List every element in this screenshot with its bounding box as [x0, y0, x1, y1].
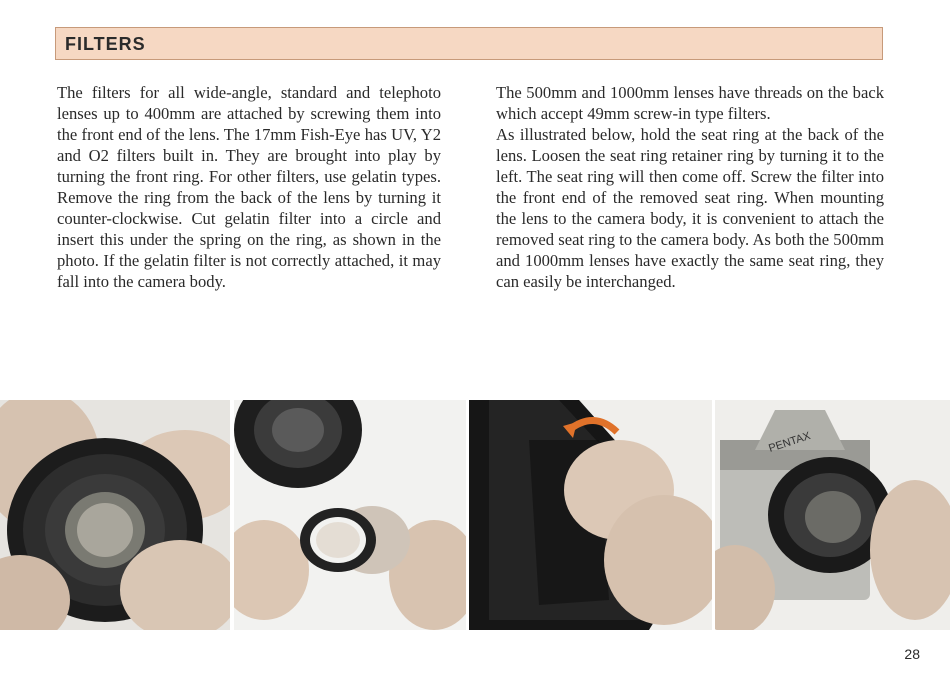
section-title: FILTERS	[65, 34, 146, 54]
left-paragraph-1: The filters for all wide-angle, standard and telephoto lenses up to 400mm are attached by screwing them into the front end of the lens. The 17mm Fish-Eye has UV, Y2 and O2 filters built in. They are brought into play by turning the front ring. For other filters, use gelatin types. Remove the ring from the back of the lens by turning it counter-clockwise. Cut gelatin filter into a circle and insert this under the spring on the ring, as shown in the photo. If the gelatin filter is not correctly attached, it may fall into the camera body.	[57, 83, 441, 291]
right-paragraph-1: The 500mm and 1000mm lenses have threads on the back which accept 49mm screw-in type filters.	[496, 83, 884, 123]
gelatin-filter-illustration	[234, 400, 466, 630]
left-column	[57, 82, 441, 292]
camera-illustration	[715, 400, 950, 630]
section-header	[55, 27, 883, 60]
right-column	[496, 82, 884, 292]
lens-rear-illustration	[0, 400, 230, 630]
page-number: 28	[904, 646, 920, 662]
photo-camera-seat-ring	[715, 400, 950, 630]
photo-lens-rear-ring	[0, 400, 230, 630]
camera-brand-label: PENTAX	[767, 430, 813, 455]
photo-long-lens-seat-ring	[469, 400, 712, 630]
photo-gelatin-filter	[234, 400, 466, 630]
photo-strip	[0, 400, 950, 630]
right-paragraph-2: As illustrated below, hold the seat ring at the back of the lens. Loosen the seat ring retainer ring by turning it to the left. The seat ring will then come off. Screw the filter into the front end of the removed seat ring. When mounting the lens to the camera body, it is convenient to attach the removed seat ring to the camera body. As both the 500mm and 1000mm lenses have exactly the same seat ring, they can easily be interchanged.	[496, 125, 884, 291]
long-lens-illustration	[469, 400, 712, 630]
